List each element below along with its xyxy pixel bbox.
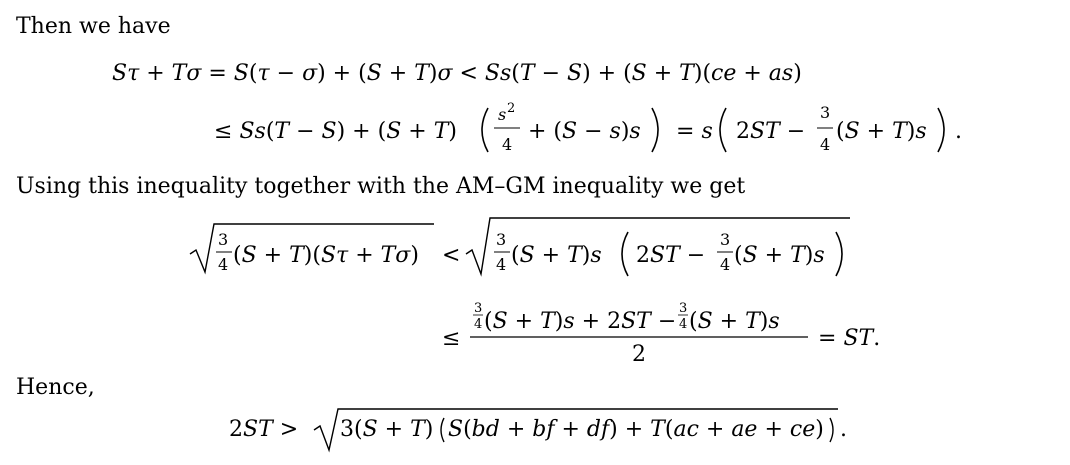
- svg-text:4: 4: [218, 255, 229, 274]
- svg-text:4: 4: [502, 135, 513, 154]
- svg-text:3: 3: [496, 230, 507, 249]
- svg-text:4: 4: [820, 135, 831, 154]
- am-gm-text: Using this inequality together with the AM–GM inequality we get: [16, 174, 746, 199]
- equation-1-line-1: [112, 61, 802, 86]
- svg-text:3(S + T): 3(S + T): [340, 417, 434, 442]
- equation-1-line-2: [214, 101, 962, 154]
- svg-text:3: 3: [474, 301, 483, 316]
- svg-text:<: <: [442, 243, 461, 268]
- svg-text:(S + T)(Sτ + Tσ): (S + T)(Sτ + Tσ): [233, 243, 419, 268]
- svg-text:2ST −: 2ST −: [636, 243, 706, 268]
- svg-text:= s: = s: [676, 119, 713, 144]
- svg-text:(S + T)s: (S + T)s: [734, 243, 825, 268]
- intro-text: Then we have: [16, 14, 171, 39]
- svg-text:≤ Ss(T − S) + (S + T): ≤ Ss(T − S) + (S + T): [214, 119, 457, 144]
- svg-text:4: 4: [496, 255, 507, 274]
- svg-text:(S + T)s: (S + T)s: [836, 119, 927, 144]
- svg-text:= ST.: = ST.: [818, 326, 881, 351]
- svg-text:Sτ + Tσ = S(τ − σ) + (S + T)σ: Sτ + Tσ = S(τ − σ) + (S + T)σ < Ss(T − S) + (S + T)(ce + as): [112, 61, 802, 86]
- svg-text:2: 2: [632, 342, 646, 367]
- svg-text:(S + T)s: (S + T)s: [511, 243, 602, 268]
- svg-text:3: 3: [820, 103, 831, 122]
- svg-text:3: 3: [720, 230, 731, 249]
- svg-text:2: 2: [507, 101, 516, 116]
- equation-3: [229, 409, 847, 450]
- svg-text:3: 3: [679, 301, 688, 316]
- svg-text:3: 3: [218, 230, 229, 249]
- svg-text:2ST −: 2ST −: [736, 119, 806, 144]
- hence-text: Hence,: [16, 375, 95, 400]
- svg-text:s: s: [498, 105, 507, 124]
- svg-text:.: .: [955, 119, 962, 144]
- svg-text:S(bd + bf + df) + T(ac + ae +: S(bd + bf + df) + T(ac + ae + ce): [448, 417, 824, 442]
- svg-text:+ (S − s)s: + (S − s)s: [528, 119, 641, 144]
- svg-text:4: 4: [474, 317, 483, 332]
- equation-2-line-1: [190, 218, 850, 276]
- svg-text:2ST >: 2ST >: [229, 417, 299, 442]
- svg-text:(S + T)s: (S + T)s: [689, 309, 780, 334]
- equation-2-line-2: [442, 301, 880, 367]
- svg-text:≤: ≤: [442, 326, 461, 351]
- svg-text:(S + T)s + 2ST −: (S + T)s + 2ST −: [484, 309, 677, 334]
- svg-text:4: 4: [679, 317, 688, 332]
- svg-text:.: .: [840, 417, 847, 442]
- svg-text:4: 4: [720, 255, 731, 274]
